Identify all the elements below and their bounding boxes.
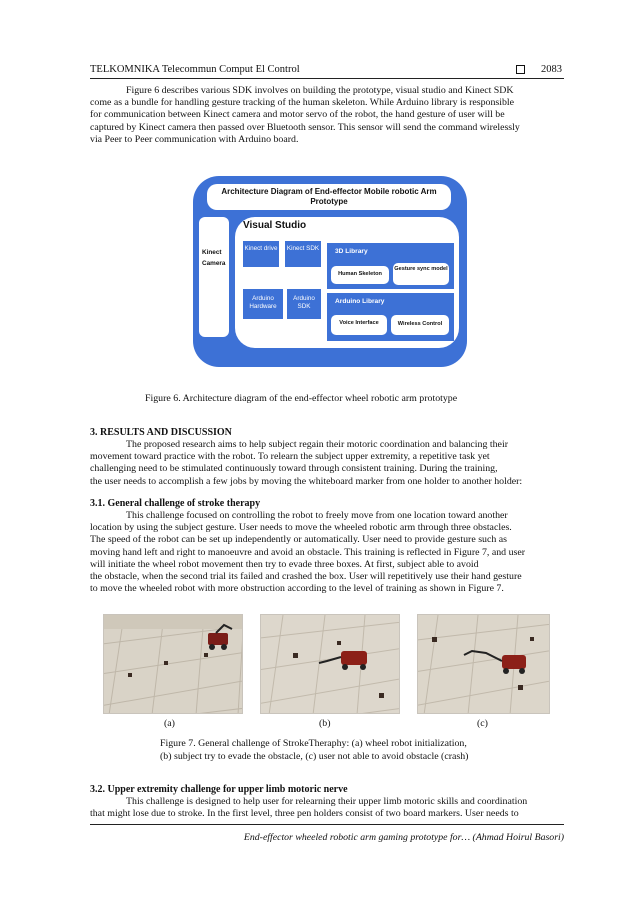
figure7-caption-line: (b) subject try to evade the obstacle, (c) user not able to avoid obstacle (crash) [160, 751, 469, 762]
intro-line: via Peer to Peer communication with Arduino board. [90, 133, 299, 145]
sublabel-c: (c) [477, 718, 488, 729]
intro-line: come as a bundle for handling gesture tracking of the human skeleton. While Arduino library is responsible [90, 97, 515, 109]
section3-line: challenging need to be stimulated continuously toward through consistent training. During the training, [90, 463, 498, 475]
section31-line: The speed of the robot can be set up independently or automatically. User need to provide gesture such as [90, 534, 507, 546]
running-header [90, 62, 564, 78]
arduino-library-group [327, 293, 454, 341]
running-footer: End-effector wheeled robotic arm gaming prototype for… (Ahmad Hoirul Basori) [243, 832, 564, 843]
voice-interface-box: Voice Interface [331, 315, 387, 335]
journal-name: TELKOMNIKA Telecommun Comput El Control [90, 64, 300, 75]
section31-line: This challenge focused on controlling the robot to freely move from one location toward another [126, 510, 508, 521]
arduino-hardware-box: Arduino Hardware [243, 289, 283, 319]
wireless-control-box: Wireless Control [391, 315, 449, 335]
section3-line: movement toward practice with the robot. To relearn the subject upper extremity, a repetitive task yet [90, 451, 490, 463]
section32-line: that might lose due to stroke. In the first level, three pen holders consist of two board markers. User needs to [90, 808, 519, 820]
sublabel-b: (b) [319, 718, 331, 729]
diagram-title: Architecture Diagram of End-effector Mobile robotic Arm Prototype [207, 184, 451, 210]
visual-studio-box [235, 217, 459, 348]
section31-line: will initiate the wheel robot movement then try to evade three boxes. At first, subject able to avoid [90, 558, 479, 570]
square-icon [516, 65, 525, 74]
kinect-sdk-box: Kinect SDK [285, 241, 321, 267]
page-number: 2083 [541, 64, 562, 75]
photo-crash-obstacle [417, 614, 550, 714]
3d-library-title: 3D Library [335, 248, 368, 255]
section31-line: to move the wheeled robot with more obstruction according to the level of training as shown in Figure 7. [90, 583, 504, 595]
section3-line: the user needs to accomplish a few jobs by moving the whiteboard marker from one holder to another holder: [90, 475, 523, 487]
section31-line: location by using the subject gesture. User needs to move the wheeled robotic arm through three obstacles. [90, 522, 512, 534]
section31-line: moving hand left and right to manoeuvre and avoid an obstacle. This training is reflected in Figure 7, and user [90, 546, 526, 558]
3d-library-group [327, 243, 454, 289]
human-skeleton-box: Human Skeleton [331, 266, 389, 284]
intro-line: captured by Kinect camera then passed over Bluetooth sensor. This sensor will send the command wirelessly [90, 121, 520, 133]
intro-paragraph [90, 85, 564, 146]
figure7-caption-line: Figure 7. General challenge of StrokeTheraphy: (a) wheel robot initialization, [160, 738, 467, 749]
photo-robot-initialization [103, 614, 243, 714]
footer-rule [90, 824, 564, 825]
figure6-caption: Figure 6. Architecture diagram of the end-effector wheel robotic arm prototype [145, 393, 458, 404]
section32-paragraph [90, 796, 564, 820]
section3-paragraph [90, 439, 564, 488]
kinect-camera-label: Camera [202, 260, 226, 267]
section32-heading: 3.2. Upper extremity challenge for upper limb motoric nerve [90, 784, 348, 795]
visual-studio-title: Visual Studio [243, 220, 307, 231]
arduino-library-title: Arduino Library [335, 298, 385, 305]
section31-paragraph [90, 510, 564, 595]
header-rule [90, 78, 564, 79]
section3-heading: 3. RESULTS AND DISCUSSION [90, 427, 232, 438]
kinect-drive-box: Kinect drive [243, 241, 279, 267]
section31-heading: 3.1. General challenge of stroke therapy [90, 498, 261, 509]
section32-line: This challenge is designed to help user for relearning their upper limb motoric skills and coordination [126, 796, 528, 807]
gesture-sync-model-box: Gesture sync model [393, 263, 449, 285]
section31-line: the obstacle, when the second trial its failed and crashed the box. User will repetitively use their hand gesture [90, 571, 522, 583]
kinect-camera-box [199, 217, 229, 337]
sublabel-a: (a) [164, 718, 175, 729]
intro-line: for communication between Kinect camera and motor servo of the robot, the hand gesture of user will be [90, 109, 505, 121]
intro-line: Figure 6 describes various SDK involves on building the prototype, visual studio and Kinect SDK [126, 85, 514, 96]
section3-line: The proposed research aims to help subject regain their motoric coordination and balancing their [126, 439, 508, 450]
kinect-camera-label: Kinect [202, 249, 222, 256]
architecture-diagram [193, 176, 467, 367]
photo-evade-obstacle [260, 614, 400, 714]
arduino-sdk-box: Arduino SDK [287, 289, 321, 319]
